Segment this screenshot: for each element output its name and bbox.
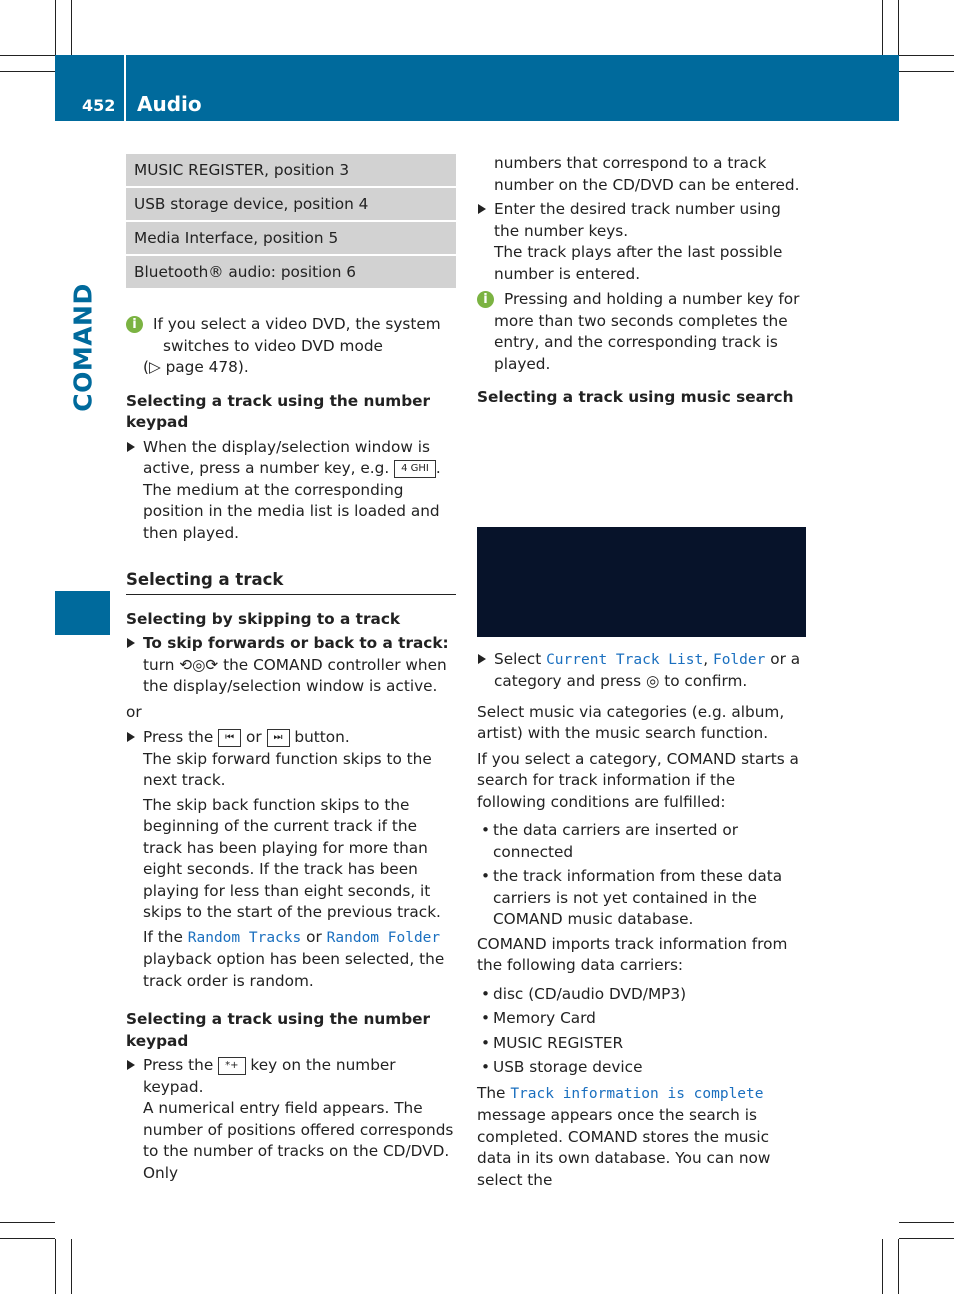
table-row: Media Interface, position 5: [126, 222, 456, 256]
info-note: [126, 314, 456, 379]
info-text: Pressing and holding a number key for more than two seconds completes the entry, and the corresponding track is played.: [494, 290, 800, 373]
step-text: or a category and press ◎ to confirm.: [494, 649, 801, 690]
step-bold: To skip forwards or back to a track:: [143, 634, 449, 652]
info-icon: i: [477, 291, 494, 308]
screenshot-blank: [477, 409, 807, 527]
item-text: the track information from these data carriers is not yet contained in the COMAND music database.: [493, 867, 783, 928]
list-item: [126, 1055, 456, 1184]
message-track-info-complete: Track information is complete: [510, 1085, 764, 1102]
position-table: [126, 154, 456, 290]
subheading: Selecting a track using music search: [477, 388, 794, 406]
step-text: or: [245, 728, 262, 746]
text: ,: [703, 649, 709, 668]
step-text: Press the: [143, 728, 214, 746]
crop-mark: [899, 1222, 954, 1223]
crop-mark: [898, 1239, 899, 1294]
paragraph: [477, 1083, 807, 1192]
arrow-icon: [478, 654, 486, 664]
sidebar-block: [55, 591, 110, 635]
step-text: key on the number keypad.: [143, 1056, 396, 1096]
step-text: button.: [294, 728, 350, 746]
list-item: • disc (CD/audio DVD/MP3): [481, 984, 687, 1003]
key-4: 4 GHI: [394, 460, 436, 478]
list-item: [477, 649, 807, 693]
section-title: Selecting a track: [126, 569, 456, 595]
step-result: The medium at the corresponding position in the media list is loaded and then played.: [143, 480, 440, 542]
info-note: [477, 289, 807, 375]
column-left: [126, 154, 456, 1184]
step-text: Select: [494, 649, 542, 668]
item-text: USB storage device: [493, 1058, 643, 1076]
continued-text: numbers that correspond to a track number on the CD/DVD can be entered.: [494, 154, 800, 194]
list-item: • the data carriers are inserted or connected: [481, 821, 739, 861]
option-current-track-list: Current Track List: [546, 651, 704, 668]
info-icon: i: [126, 316, 143, 333]
info-ref: (▷ page 478).: [143, 358, 249, 376]
chapter-title: Audio: [137, 92, 202, 116]
item-text: Memory Card: [493, 1009, 596, 1027]
paragraph: COMAND imports track information from the following data carriers:: [477, 934, 788, 974]
subheading: Selecting a track using the number keypad: [126, 1010, 431, 1050]
option-random-tracks: Random Tracks: [187, 929, 302, 946]
crop-mark: [0, 55, 55, 56]
list-item: • USB storage device: [481, 1058, 643, 1076]
step-result: [143, 927, 456, 993]
crop-mark: [0, 1238, 55, 1239]
skip-forward-key: ⏭: [267, 729, 290, 747]
text: playback option has been selected, the track order is random.: [143, 950, 445, 990]
paragraph: If you select a category, COMAND starts a search for track information if the following conditions are fulfilled:: [477, 749, 799, 811]
crop-mark: [0, 71, 55, 72]
text: If the: [143, 927, 183, 946]
list-item: When the display/selection window is active, press a number key, e.g. 4 GHI . The medium at the corresponding position in the media list is loaded and then played.: [126, 437, 456, 545]
list-item: [477, 199, 807, 285]
step-text: Press the: [143, 1056, 214, 1074]
table-row: USB storage device, position 4: [126, 188, 456, 222]
page-number: 452: [82, 96, 116, 115]
subheading: Selecting by skipping to a track: [126, 609, 401, 628]
list-item: [126, 633, 456, 698]
item-text: MUSIC REGISTER: [493, 1033, 624, 1052]
step-text: When the display/selection window is active, press a number key, e.g.: [143, 437, 430, 477]
list-item: • MUSIC REGISTER: [481, 1033, 624, 1052]
text: or: [306, 927, 322, 946]
hash-key: *+: [218, 1057, 245, 1075]
item-text: the data carriers are inserted or connected: [493, 821, 739, 861]
or-text: or: [126, 702, 142, 721]
item-text: disc (CD/audio DVD/MP3): [493, 984, 687, 1003]
crop-mark: [899, 1238, 954, 1239]
sidebar-label: COMAND: [68, 283, 98, 412]
arrow-icon: [127, 638, 135, 648]
crop-mark: [899, 55, 954, 56]
crop-mark: [71, 0, 72, 55]
display-screenshot: [477, 527, 806, 637]
sidebar-tab: [55, 121, 110, 635]
list-item: [126, 727, 456, 992]
list-item: • the track information from these data carriers is not yet contained in the COMAND music database.: [481, 867, 783, 928]
crop-mark: [882, 0, 883, 55]
text: message appears once the search is completed. COMAND stores the music data in its own database. You can now select the: [477, 1106, 771, 1189]
column-right: [477, 153, 807, 1191]
arrow-icon: [127, 1060, 135, 1070]
page-header: [55, 55, 899, 121]
step-text: Enter the desired track number using the number keys.: [494, 200, 781, 240]
text: The: [477, 1083, 506, 1102]
crop-mark: [55, 1239, 56, 1294]
crop-mark: [898, 0, 899, 55]
step-text: turn ⟲◎⟳ the COMAND controller when the display/selection window is active.: [143, 655, 447, 695]
step-result: A numerical entry field appears. The number of positions offered corresponds to the number of tracks on the CD/DVD. Only: [143, 1099, 454, 1182]
crop-mark: [882, 1239, 883, 1294]
arrow-icon: [127, 732, 135, 742]
crop-mark: [71, 1239, 72, 1294]
option-folder: Folder: [712, 651, 766, 668]
info-text: If you select a video DVD, the system switches to video DVD mode: [153, 315, 441, 355]
skip-back-key: ⏮: [218, 729, 241, 747]
subheading: Selecting a track using the number keypad: [126, 391, 431, 431]
crop-mark: [0, 1222, 55, 1223]
crop-mark: [899, 71, 954, 72]
arrow-icon: [127, 442, 135, 452]
list-item: • Memory Card: [481, 1009, 596, 1027]
paragraph: Select music via categories (e.g. album, artist) with the music search function.: [477, 702, 785, 742]
option-random-folder: Random Folder: [326, 929, 441, 946]
step-result: The skip back function skips to the beginning of the current track if the track has been playing for more than eight seconds. If the track has been playing for less than eight seconds, it skips to the start of the previous track.: [143, 795, 441, 921]
table-row: Bluetooth® audio: position 6: [126, 256, 456, 290]
table-row: MUSIC REGISTER, position 3: [126, 154, 456, 188]
arrow-icon: [478, 204, 486, 214]
crop-mark: [55, 0, 56, 55]
step-result: The skip forward function skips to the next track.: [143, 749, 432, 789]
step-result: The track plays after the last possible number is entered.: [494, 243, 783, 283]
header-divider: [124, 55, 126, 121]
